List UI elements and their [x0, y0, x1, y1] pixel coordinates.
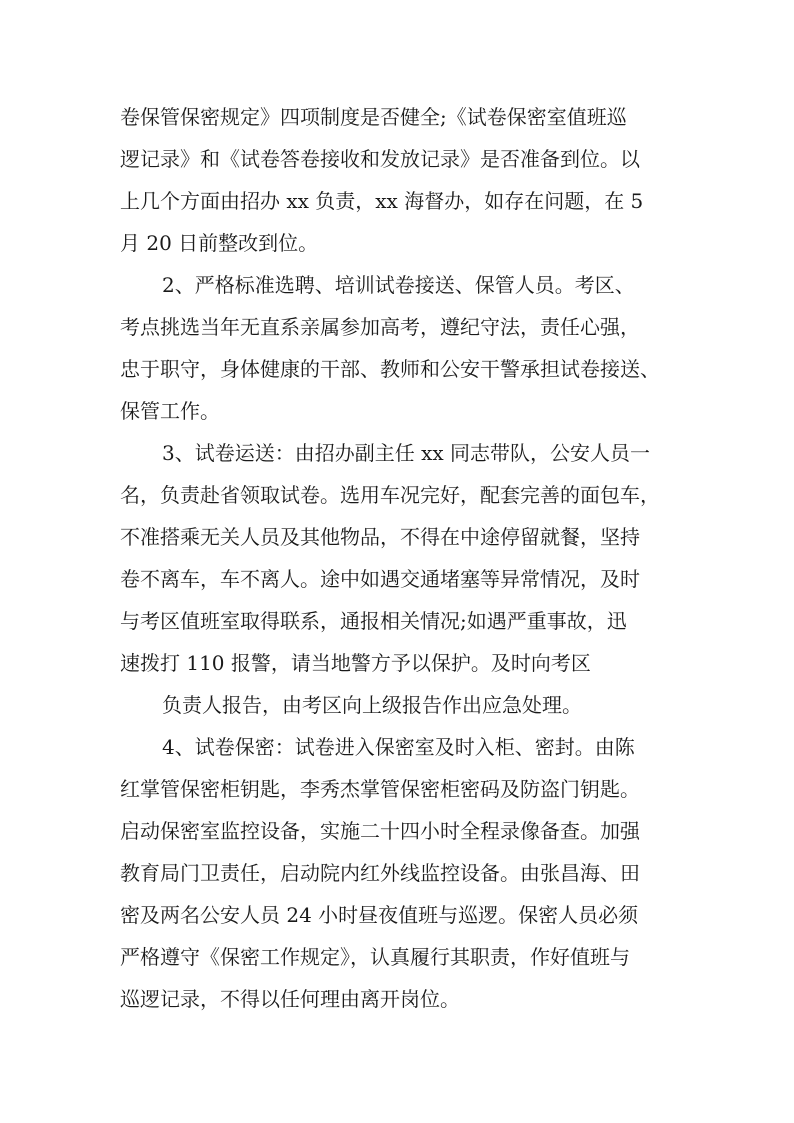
text-line: 严格遵守《保密工作规定》，认真履行其职责，作好值班与: [120, 945, 630, 969]
text-line: 卷保管保密规定》四项制度是否健全;《试卷保密室值班巡: [120, 105, 627, 129]
text-line: 巡逻记录，不得以任何理由离开岗位。: [120, 987, 460, 1011]
text-line: 教育局门卫责任，启动院内红外线监控设备。由张昌海、田: [120, 861, 640, 885]
text-line: 不准搭乘无关人员及其他物品，不得在中途停留就餐，坚持: [120, 525, 640, 549]
text-line: 上几个方面由招办 xx 负责，xx 海督办，如存在问题，在 5: [120, 189, 644, 213]
text-line: 保管工作。: [120, 399, 220, 423]
text-line: 忠于职守，身体健康的干部、教师和公安干警承担试卷接送、: [120, 357, 660, 381]
text-line: 速拨打 110 报警，请当地警方予以保护。及时向考区: [120, 651, 591, 675]
text-line: 考点挑选当年无直系亲属参加高考，遵纪守法，责任心强，: [120, 315, 640, 339]
text-line: 2、严格标准选聘、培训试卷接送、保管人员。考区、: [162, 273, 635, 297]
text-line: 3、试卷运送：由招办副主任 xx 同志带队，公安人员一: [162, 441, 650, 465]
text-line: 启动保密室监控设备，实施二十四小时全程录像备查。加强: [120, 819, 640, 843]
text-line: 卷不离车，车不离人。途中如遇交通堵塞等异常情况，及时: [120, 567, 640, 591]
text-line: 逻记录》和《试卷答卷接收和发放记录》是否准备到位。以: [120, 147, 640, 171]
text-line: 4、试卷保密：试卷进入保密室及时入柜、密封。由陈: [162, 735, 635, 759]
text-line: 负责人报告，由考区向上级报告作出应急处理。: [162, 693, 582, 717]
text-line: 名，负责赴省领取试卷。选用车况完好，配套完善的面包车，: [120, 483, 660, 507]
text-line: 密及两名公安人员 24 小时昼夜值班与巡逻。保密人员必须: [120, 903, 639, 927]
text-line: 红掌管保密柜钥匙，李秀杰掌管保密柜密码及防盗门钥匙。: [120, 777, 640, 801]
text-line: 月 20 日前整改到位。: [120, 231, 319, 255]
text-line: 与考区值班室取得联系，通报相关情况;如遇严重事故，迅: [120, 609, 627, 633]
